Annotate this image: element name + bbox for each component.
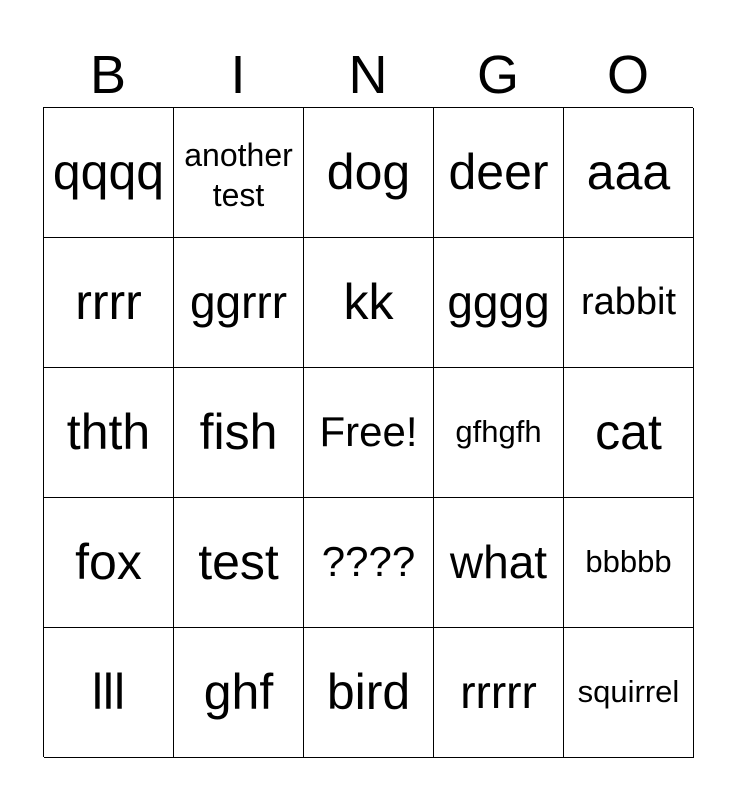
bingo-card-grid: [43, 107, 693, 757]
bingo-cell-r4-c3[interactable]: ????: [304, 498, 434, 628]
bingo-cell-r5-c3[interactable]: bird: [304, 628, 434, 758]
bingo-cell-r4-c4[interactable]: what: [434, 498, 564, 628]
bingo-cell-r1-c4[interactable]: deer: [434, 108, 564, 238]
bingo-cell-r4-c2[interactable]: test: [174, 498, 304, 628]
bingo-cell-r3-c1[interactable]: thth: [44, 368, 174, 498]
bingo-cell-r5-c1[interactable]: lll: [44, 628, 174, 758]
header-letter-g: G: [476, 45, 519, 105]
bingo-cell-r2-c1[interactable]: rrrr: [44, 238, 174, 368]
bingo-cell-r4-c1[interactable]: fox: [44, 498, 174, 628]
bingo-cell-r3-c4[interactable]: gfhgfh: [434, 368, 564, 498]
bingo-cell-r4-c5[interactable]: bbbbb: [564, 498, 694, 628]
bingo-cell-free-space[interactable]: Free!: [304, 368, 434, 498]
bingo-cell-r2-c5[interactable]: rabbit: [564, 238, 694, 368]
bingo-cell-r5-c2[interactable]: ghf: [174, 628, 304, 758]
bingo-cell-r1-c5[interactable]: aaa: [564, 108, 694, 238]
bingo-cell-r1-c3[interactable]: dog: [304, 108, 434, 238]
bingo-cell-r5-c5[interactable]: squirrel: [564, 628, 694, 758]
bingo-cell-r3-c5[interactable]: cat: [564, 368, 694, 498]
bingo-cell-r3-c2[interactable]: fish: [174, 368, 304, 498]
bingo-cell-r2-c4[interactable]: gggg: [434, 238, 564, 368]
header-letter-n: N: [348, 45, 388, 105]
bingo-cell-r1-c2[interactable]: another test: [174, 108, 304, 238]
bingo-cell-r1-c1[interactable]: qqqq: [44, 108, 174, 238]
header-letter-i: I: [230, 45, 246, 105]
header-letter-b: B: [89, 45, 127, 105]
bingo-cell-r5-c4[interactable]: rrrrr: [434, 628, 564, 758]
bingo-header: [43, 42, 693, 108]
header-letter-o: O: [606, 45, 649, 105]
bingo-cell-r2-c3[interactable]: kk: [304, 238, 434, 368]
bingo-cell-r2-c2[interactable]: ggrrr: [174, 238, 304, 368]
